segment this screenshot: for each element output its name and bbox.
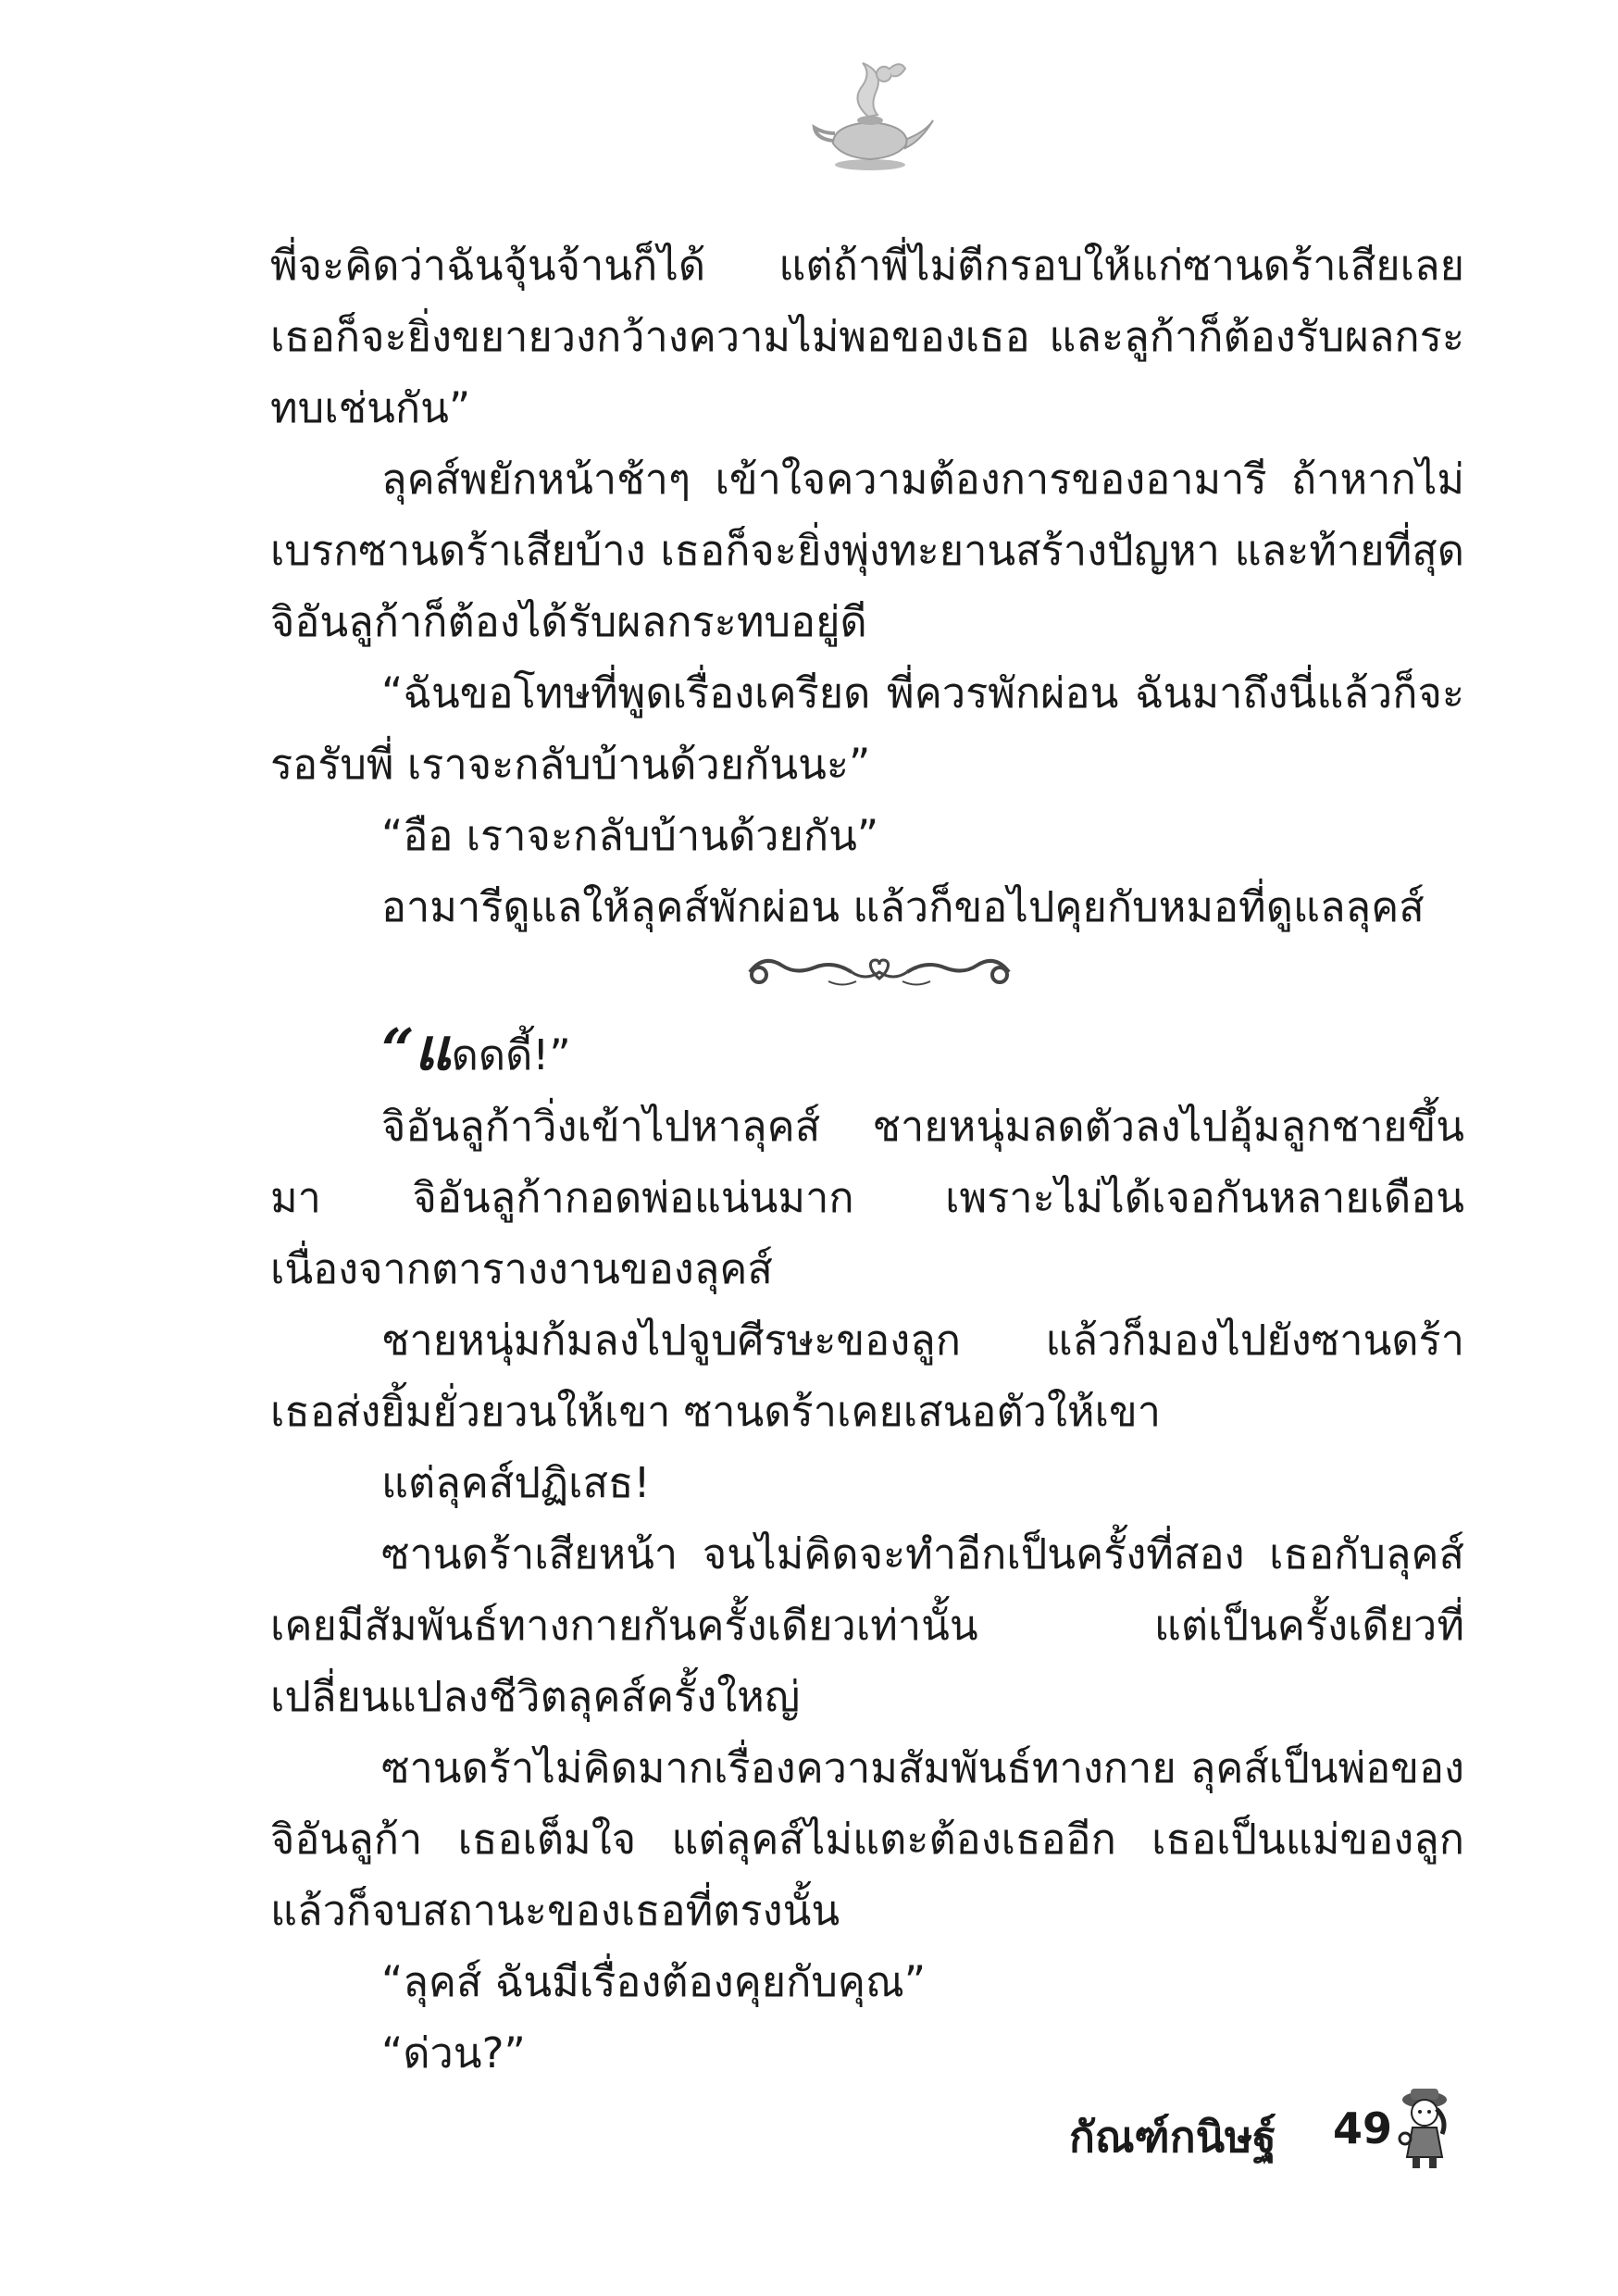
detective-girl-icon xyxy=(1396,2083,1453,2171)
page-number: 49 xyxy=(1333,2103,1393,2153)
dropcap: “แ xyxy=(381,1016,452,1083)
paragraph: พี่จะคิดว่าฉันจุ้นจ้านก็ได้ แต่ถ้าพี่ไม่ตีกรอบให้แก่ซานดร้าเสียเลย เธอก็จะยิ่งขยายวงกว้างความไม่พอของเธอ และลูก้าก็ต้องรับผลกระทบเช่นกัน” xyxy=(270,241,1464,432)
paragraph: “อือ เราจะกลับบ้านด้วยกัน” xyxy=(381,811,879,860)
paragraph: ลุคส์พยักหน้าช้าๆ เข้าใจความต้องการของอามารี ถ้าหากไม่เบรกซานดร้าเสียบ้าง เธอก็จะยิ่งพุ่งทะยานสร้างปัญหา และท้ายที่สุด จิอันลูก้าก็ต้องได้รับผลกระทบอยู่ดี xyxy=(270,455,1464,646)
paragraph: ซานดร้าเสียหน้า จนไม่คิดจะทำอีกเป็นครั้งที่สอง เธอกับลุคส์เคยมีสัมพันธ์ทางกายกันครั้งเดียวเท่านั้น แต่เป็นครั้งเดียวที่เปลี่ยนแปลงชีวิตลุคส์ครั้งใหญ่ xyxy=(270,1529,1464,1721)
paragraph: แต่ลุคส์ปฏิเสธ! xyxy=(381,1458,651,1507)
genie-lamp-icon xyxy=(796,56,935,176)
paragraph: อามารีดูแลให้ลุคส์พักผ่อน แล้วก็ขอไปคุยกับหมอที่ดูแลลุคส์ xyxy=(381,882,1425,931)
paragraph: จิอันลูก้าวิ่งเข้าไปหาลุคส์ ชายหนุ่มลดตัวลงไปอุ้มลูกชายขึ้นมา จิอันลูก้ากอดพ่อแน่นมาก เพราะไม่ได้เจอกันหลายเดือนเนื่องจากตารางงานของลุคส์ xyxy=(270,1102,1464,1293)
paragraph: “ลุคส์ ฉันมีเรื่องต้องคุยกับคุณ” xyxy=(381,1957,927,2006)
body-text-bottom xyxy=(270,1014,1464,2089)
paragraph: ซานดร้าไม่คิดมากเรื่องความสัมพันธ์ทางกาย ลุคส์เป็นพ่อของจิอันลูก้า เธอเต็มใจ แต่ลุคส์ไม่แตะต้องเธออีก เธอเป็นแม่ของลูก แล้วก็จบสถานะของเธอที่ตรงนั้น xyxy=(270,1743,1464,1935)
heart-ornament-icon xyxy=(741,940,1018,1004)
paragraph: ชายหนุ่มก้มลงไปจูบศีรษะของลูก แล้วก็มองไปยังซานดร้า เธอส่งยิ้มยั่วยวนให้เขา ซานดร้าเคยเสนอตัวให้เขา xyxy=(270,1316,1464,1436)
paragraph: “ฉันขอโทษที่พูดเรื่องเครียด พี่ควรพักผ่อน ฉันมาถึงนี่แล้วก็จะรอรับพี่ เราจะกลับบ้านด้วยกันนะ” xyxy=(270,668,1464,789)
paragraph: “ด่วน?” xyxy=(381,2028,526,2078)
dropcap-line: “แดดดี้!” xyxy=(381,1016,571,1083)
book-title: กัณฑ์กนิษฐ์ xyxy=(1069,2112,1276,2162)
body-text-top xyxy=(270,230,1464,942)
